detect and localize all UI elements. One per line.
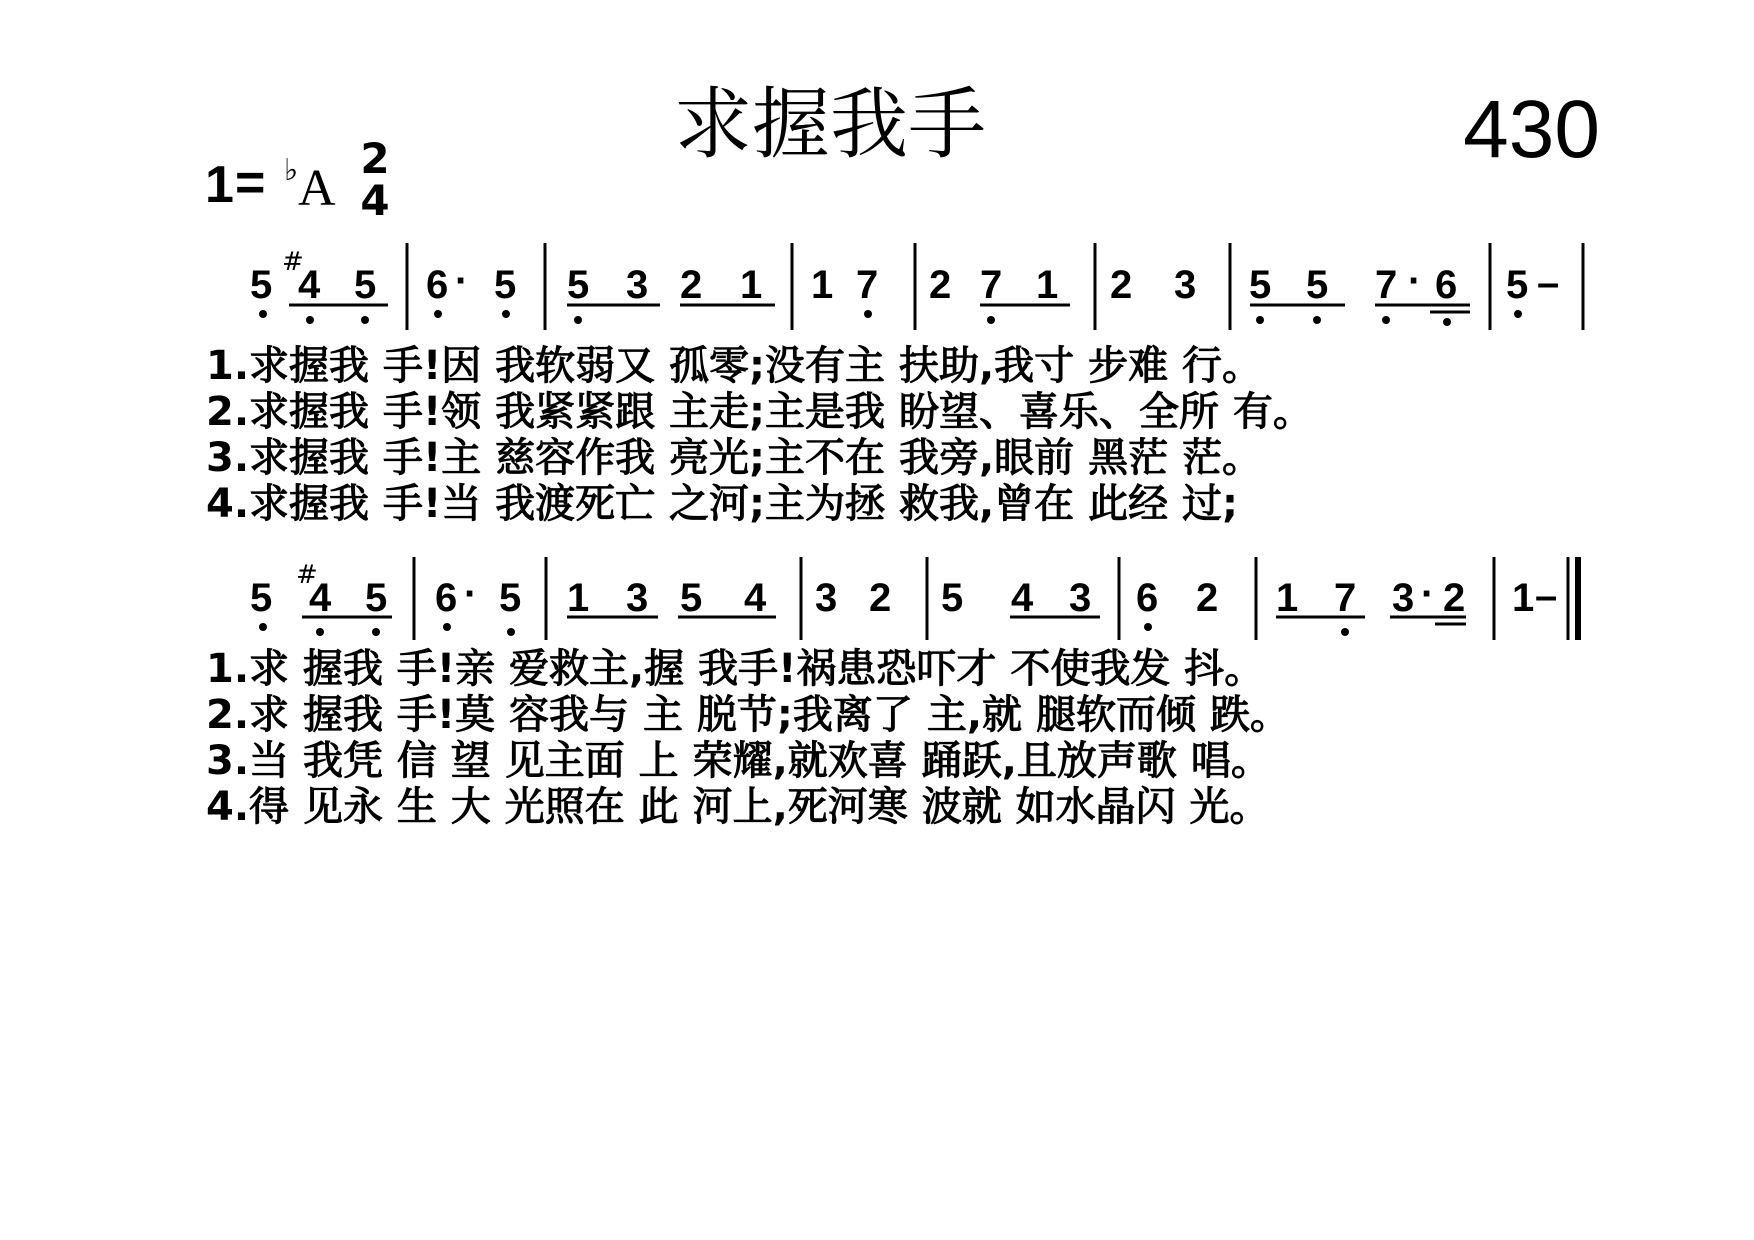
dot-augmentation: · <box>455 259 469 303</box>
octave-dot <box>574 316 582 324</box>
note: 5 <box>250 263 273 307</box>
octave-dot <box>1382 316 1390 324</box>
note: 7 <box>1334 576 1357 620</box>
dash-extension: – <box>1535 574 1558 618</box>
note: 2 <box>1110 263 1133 307</box>
octave-dot <box>987 316 995 324</box>
note: 2 <box>680 263 703 307</box>
system-2-lyrics <box>206 646 1606 830</box>
sharp-icon: # <box>296 560 318 590</box>
note: 7 <box>1375 263 1398 307</box>
note: 1 <box>1512 576 1535 620</box>
note: 5 <box>499 576 522 620</box>
note: 6 <box>426 263 449 307</box>
octave-dot <box>1341 628 1349 636</box>
time-numerator: 2 <box>360 134 390 183</box>
note: 5 <box>365 576 388 620</box>
time-signature <box>355 134 395 225</box>
octave-dot <box>507 628 515 636</box>
note: 4 <box>1011 576 1034 620</box>
note: 4 <box>744 576 767 620</box>
dash-extension: – <box>1537 261 1560 305</box>
octave-dot <box>1443 318 1451 326</box>
lyric-line-verse-4: 4.得 见永 生 大 光照在 此 河上,死河寒 波就 如水晶闪 光。 <box>206 784 1270 830</box>
note: 5 <box>1249 263 1272 307</box>
sharp-icon: # <box>282 247 304 277</box>
octave-dot <box>259 310 267 318</box>
lyric-line-verse-1: 1.求握我 手!因 我软弱又 孤零;没有主 扶助,我寸 步难 行。 <box>206 343 1263 389</box>
note: 1 <box>740 263 763 307</box>
lyric-line-verse-2: 2.求 握我 手!莫 容我与 主 脱节;我离了 主,就 腿软而倾 跌。 <box>206 692 1290 738</box>
note: 6 <box>1136 576 1159 620</box>
octave-dot <box>1514 310 1522 318</box>
lyric-line-verse-3: 3.求握我 手!主 慈容作我 亮光;主不在 我旁,眼前 黑茫 茫。 <box>206 435 1263 481</box>
octave-dot <box>864 310 872 318</box>
note: 4 <box>309 576 332 620</box>
note: 1 <box>567 576 590 620</box>
flat-icon: ♭ <box>284 153 299 188</box>
note: 5 <box>250 576 273 620</box>
time-denominator: 4 <box>360 176 390 225</box>
note: 7 <box>856 263 879 307</box>
octave-dot <box>306 316 314 324</box>
dot-augmentation: · <box>1408 259 1422 303</box>
note: 1 <box>1276 576 1299 620</box>
note: 6 <box>435 576 458 620</box>
octave-dot <box>434 310 442 318</box>
key-equals: = <box>235 154 266 212</box>
system-1-lyrics <box>206 343 1606 527</box>
system-1-notes <box>250 247 1559 307</box>
hymn-title: 求握我手 <box>673 80 986 170</box>
note: 1 <box>1036 263 1059 307</box>
note: 2 <box>869 576 892 620</box>
note: 3 <box>1069 576 1092 620</box>
lyric-line-verse-4: 4.求握我 手!当 我渡死亡 之河;主为拯 救我,曾在 此经 过; <box>206 481 1239 527</box>
note: 5 <box>941 576 964 620</box>
octave-dot <box>316 628 324 636</box>
note: 1 <box>811 263 834 307</box>
octave-dot <box>1313 316 1321 324</box>
octave-dot <box>1144 623 1152 631</box>
key-tonic: 1 <box>205 156 234 214</box>
note: 5 <box>680 576 703 620</box>
hymn-number: 430 <box>1463 84 1600 175</box>
note: 7 <box>980 263 1003 307</box>
lyric-line-verse-2: 2.求握我 手!领 我紧紧跟 主走;主是我 盼望、喜乐、全所 有。 <box>206 389 1313 435</box>
octave-dot <box>443 623 451 631</box>
note: 5 <box>1506 263 1529 307</box>
note: 5 <box>494 263 517 307</box>
note: 2 <box>1443 576 1466 620</box>
dot-augmentation: · <box>464 572 478 616</box>
octave-dot <box>502 310 510 318</box>
key-letter: A <box>298 160 336 217</box>
note: 5 <box>567 263 590 307</box>
dot-augmentation: · <box>1421 572 1435 616</box>
note: 4 <box>298 263 321 307</box>
note: 2 <box>929 263 952 307</box>
note: 2 <box>1196 576 1219 620</box>
note: 3 <box>626 263 649 307</box>
octave-dot <box>372 628 380 636</box>
lyric-line-verse-1: 1.求 握我 手!亲 爱救主,握 我手!祸患恐吓才 不使我发 抖。 <box>206 646 1265 692</box>
lyric-line-verse-3: 3.当 我凭 信 望 见主面 上 荣耀,就欢喜 踊跃,且放声歌 唱。 <box>206 738 1271 784</box>
note: 6 <box>1435 263 1458 307</box>
note: 3 <box>626 576 649 620</box>
system-2-notes <box>250 560 1557 620</box>
note: 3 <box>1392 576 1415 620</box>
note: 5 <box>354 263 377 307</box>
note: 3 <box>815 576 838 620</box>
octave-dot <box>259 623 267 631</box>
note: 3 <box>1174 263 1197 307</box>
octave-dot <box>361 316 369 324</box>
octave-dot <box>1256 316 1264 324</box>
note: 5 <box>1306 263 1329 307</box>
